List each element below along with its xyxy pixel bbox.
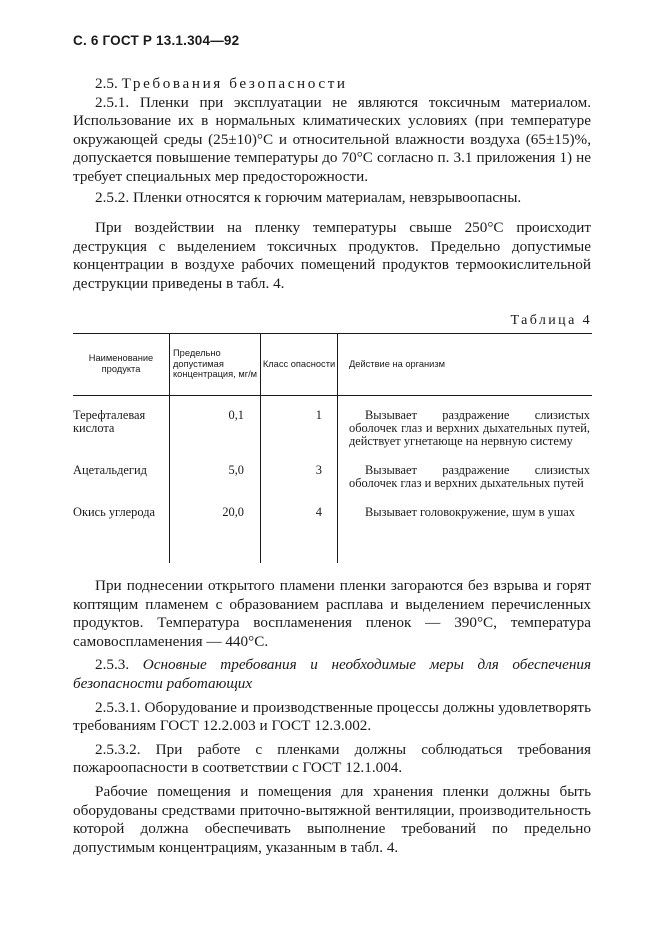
- table-row-2-class: 3: [315, 463, 322, 477]
- table-row-1-name: Терефталевая кислота: [73, 408, 146, 436]
- table-col-divider-3: [337, 333, 338, 563]
- table-row-3-effect: Вызывает головокружение, шум в ушах: [365, 505, 575, 519]
- table-caption: Таблица 4: [510, 313, 592, 328]
- table-row-1-effect: Вызывает раздражение слизистых оболочек глаз и верхних дыхательных путей, действует угнетающе на нервную систему: [349, 408, 590, 449]
- table-header-pdk: Предельно допустимая концентрация, мг/м: [173, 348, 258, 380]
- table-header-rule: [73, 395, 592, 396]
- paragraph-2-5-3-2: 2.5.3.2. При работе с пленками должны соблюдаться требования пожароопасности в соответствии с ГОСТ 12.1.004.: [73, 740, 591, 777]
- table-row-3-pdk: 20,0: [222, 505, 244, 519]
- section-2-5: [73, 75, 591, 294]
- table-row-2-effect: Вызывает раздражение слизистых оболочек глаз и верхних дыхательных путей: [349, 463, 590, 491]
- paragraph-rooms: Рабочие помещения и помещения для хранения пленки должны быть оборудованы средствами приточно-вытяжной вентиляции, производительность которой должна обеспечивать выполнение требований по предельно допустимым концентрациям, указанным в табл. 4.: [73, 782, 591, 856]
- section-2-5-continued: [73, 577, 591, 857]
- table-header-class: Класс опасности: [262, 358, 336, 369]
- table-row-1-pdk: 0,1: [228, 408, 244, 422]
- section-2-5-3-number: 2.5.3.: [95, 656, 130, 674]
- paragraph-fire: При поднесении открытого пламени пленки загораются без взрыва и горят коптящим пламенем с образованием расплава и выделением перечисленных продуктов. Температура воспламенения пленок — 390°С, температура самовоспламенения — 440°С.: [73, 577, 591, 650]
- paragraph-heat: При воздействии на пленку температуры свыше 250°С происходит деструкция с выделением токсичных продуктов. Предельно допустимые концентрации в воздухе рабочих помещений продуктов термоокислительной деструкции приведены в табл. 4.: [73, 219, 591, 292]
- table-col-divider-1: [169, 333, 170, 563]
- paragraph-2-5-2: 2.5.2. Пленки относятся к горючим материалам, невзрывоопасны.: [95, 188, 522, 206]
- table-4: [73, 333, 592, 563]
- section-2-5-title: Требования безопасности: [121, 75, 348, 92]
- table-row-3-class: 4: [315, 505, 322, 519]
- table-row-1-class: 1: [315, 408, 322, 422]
- page-header: С. 6 ГОСТ Р 13.1.304—92: [73, 33, 240, 48]
- table-row-2-name: Ацетальдегид: [73, 463, 147, 477]
- table-row-3-name: Окись углерода: [73, 505, 156, 519]
- table-row-2-pdk: 5,0: [228, 463, 244, 477]
- table-header-name: Наименование продукта: [88, 353, 154, 374]
- section-2-5-3-title: Основные требования и необходимые меры для обеспечения безопасности работающих: [73, 656, 592, 692]
- paragraph-2-5-3: [73, 656, 591, 693]
- paragraph-2-5-1: 2.5.1. Пленки при эксплуатации не являются токсичным материалом. Использование их в нормальных климатических условиях (при температуре окружающей среды (25±10)°С и относительной влажности воздуха (65±15)%, допускается повышение температуры до 70°С согласно п. 3.1 приложения 1) не требует специальных мер предосторожности.: [73, 93, 591, 185]
- section-2-5-number: 2.5.: [95, 75, 118, 92]
- paragraph-2-5-3-1: 2.5.3.1. Оборудование и производственные процессы должны удовлетворять требованиям ГОСТ 12.2.003 и ГОСТ 12.3.002.: [73, 698, 591, 735]
- section-2-5-heading: [73, 75, 591, 94]
- table-header-effect: Действие на организм: [349, 358, 446, 369]
